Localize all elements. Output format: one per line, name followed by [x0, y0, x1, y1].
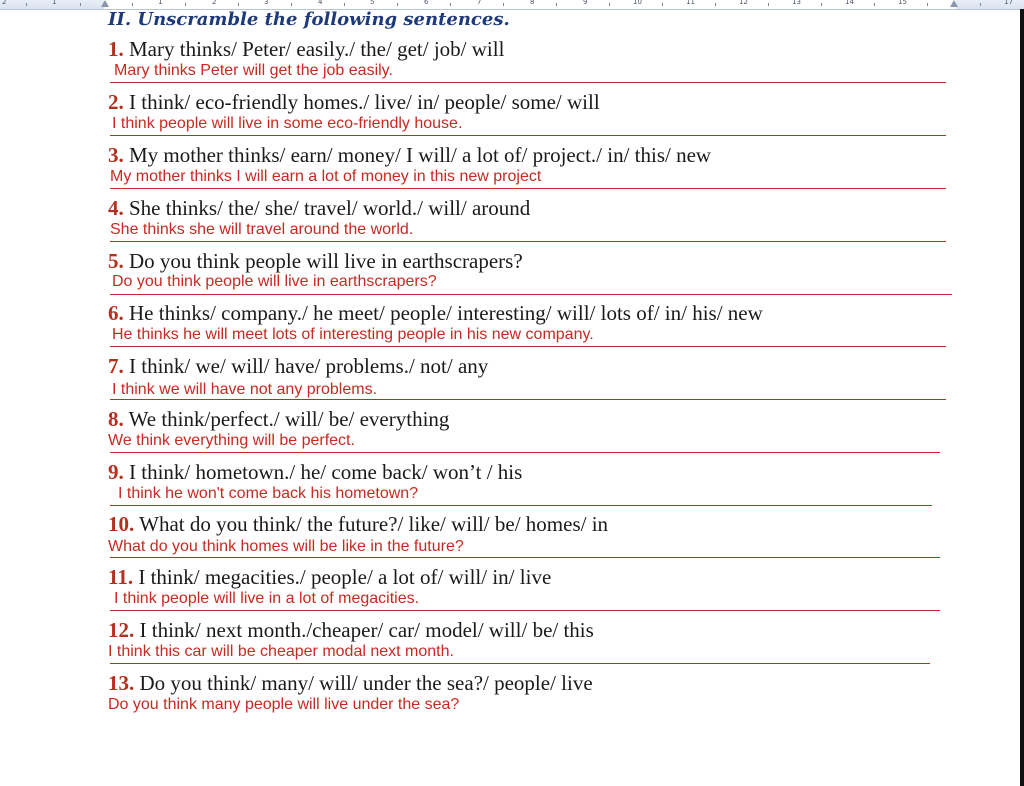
question-number: 9. — [108, 460, 124, 484]
answer-text[interactable]: What do you think homes will be like in the future? — [108, 538, 464, 555]
ruler-tick — [344, 3, 345, 6]
ruler-number: 6 — [424, 0, 429, 6]
ruler-tick — [80, 3, 81, 6]
ruler-number: 2 — [2, 0, 7, 6]
ruler-number: 15 — [898, 0, 907, 6]
question-number: 10. — [108, 512, 135, 536]
ruler-number: 5 — [370, 0, 375, 6]
ruler-tick — [132, 3, 133, 6]
question-number: 12. — [108, 618, 135, 642]
question-words: Do you think people will live in earthscrapers? — [129, 249, 523, 273]
question-text — [108, 142, 711, 168]
answer-line — [110, 135, 946, 136]
right-indent-marker-icon[interactable] — [950, 0, 958, 7]
ruler-number: 4 — [318, 0, 323, 6]
answer-line — [110, 294, 952, 295]
answer-line — [110, 557, 940, 558]
left-indent-marker-icon[interactable] — [101, 0, 109, 7]
answer-text[interactable]: I think people will live in a lot of megacities. — [114, 590, 420, 607]
ruler-tick — [821, 3, 822, 6]
question-number: 8. — [108, 407, 124, 431]
ruler-tick — [397, 3, 398, 6]
question-number: 4. — [108, 196, 124, 220]
question-number: 3. — [108, 143, 124, 167]
question-words: She thinks/ the/ she/ travel/ world./ will/ around — [129, 196, 531, 220]
answer-text[interactable]: We think everything will be perfect. — [108, 432, 355, 449]
answer-text[interactable]: Do you think many people will live under the sea? — [108, 696, 460, 713]
ruler-number: 3 — [264, 0, 269, 6]
question-text — [108, 195, 530, 221]
question-text — [108, 564, 551, 590]
question-text — [108, 36, 504, 62]
ruler-tick — [662, 3, 663, 6]
question-text — [108, 353, 488, 379]
ruler-number: 2 — [212, 0, 217, 6]
question-words: I think/ we/ will/ have/ problems./ not/ any — [129, 354, 489, 378]
ruler-tick — [715, 3, 716, 6]
question-words: I think/ hometown./ he/ come back/ won’t / his — [129, 460, 523, 484]
answer-line — [110, 663, 930, 664]
question-words: What do you think/ the future?/ like/ will/ be/ homes/ in — [139, 512, 609, 536]
ruler-number: 11 — [686, 0, 695, 6]
question-words: Do you think/ many/ will/ under the sea?/ people/ live — [139, 671, 593, 695]
ruler-number: 13 — [792, 0, 801, 6]
answer-line — [110, 82, 946, 83]
ruler-tick — [927, 3, 928, 6]
question-words: He thinks/ company./ he meet/ people/ interesting/ will/ lots of/ in/ his/ new — [129, 301, 763, 325]
ruler-tick — [503, 3, 504, 6]
question-words: I think/ eco-friendly homes./ live/ in/ people/ some/ will — [129, 90, 600, 114]
question-words: We think/perfect./ will/ be/ everything — [128, 407, 450, 431]
question-text — [108, 406, 449, 432]
ruler-number: 10 — [633, 0, 642, 6]
answer-line — [110, 241, 946, 242]
question-words: I think/ next month./cheaper/ car/ model/ will/ be/ this — [139, 618, 594, 642]
ruler-tick — [185, 3, 186, 6]
answer-text[interactable]: Do you think people will live in earthscrapers? — [112, 273, 437, 290]
ruler-tick — [768, 3, 769, 6]
exercise-heading: II. Unscramble the following sentences. — [108, 9, 510, 30]
question-text — [108, 300, 763, 326]
question-words: My mother thinks/ earn/ money/ I will/ a lot of/ project./ in/ this/ new — [129, 143, 712, 167]
answer-line — [110, 399, 946, 400]
ruler-tick — [238, 3, 239, 6]
question-text — [108, 248, 523, 274]
ruler-tick — [556, 3, 557, 6]
question-number: 7. — [108, 354, 124, 378]
question-text — [108, 670, 593, 696]
answer-text[interactable]: He thinks he will meet lots of interesting people in his new company. — [112, 326, 594, 343]
answer-text[interactable]: I think we will have not any problems. — [112, 381, 378, 398]
ruler-tick — [450, 3, 451, 6]
answer-text[interactable]: Mary thinks Peter will get the job easily. — [114, 62, 393, 79]
question-words: I think/ megacities./ people/ a lot of/ will/ in/ live — [138, 565, 552, 589]
ruler-number: 17 — [1004, 0, 1013, 6]
answer-line — [110, 610, 940, 611]
question-number: 5. — [108, 249, 124, 273]
question-number: 13. — [108, 671, 135, 695]
window-edge — [1020, 9, 1024, 786]
answer-line — [110, 346, 946, 347]
question-text — [108, 511, 608, 537]
ruler-number: 9 — [583, 0, 588, 6]
answer-text[interactable]: I think this car will be cheaper modal next month. — [108, 643, 454, 660]
ruler-number: 7 — [477, 0, 482, 6]
answer-line — [110, 505, 932, 506]
ruler-number: 1 — [158, 0, 163, 6]
ruler-number: 14 — [845, 0, 854, 6]
question-text — [108, 89, 600, 115]
question-number: 6. — [108, 301, 124, 325]
question-number: 1. — [108, 37, 124, 61]
question-number: 2. — [108, 90, 124, 114]
ruler-tick — [291, 3, 292, 6]
answer-text[interactable]: She thinks she will travel around the world. — [110, 221, 414, 238]
ruler-tick — [609, 3, 610, 6]
answer-text[interactable]: I think people will live in some eco-friendly house. — [112, 115, 463, 132]
question-words: Mary thinks/ Peter/ easily./ the/ get/ job/ will — [129, 37, 505, 61]
ruler-tick — [874, 3, 875, 6]
ruler-number: 1 — [52, 0, 57, 6]
question-number: 11. — [108, 565, 134, 589]
answer-line — [110, 452, 940, 453]
question-text — [108, 617, 594, 643]
answer-text[interactable]: My mother thinks I will earn a lot of money in this new project — [110, 168, 542, 185]
ruler-number: 8 — [530, 0, 535, 6]
ruler-number: 12 — [739, 0, 748, 6]
ruler-tick — [26, 3, 27, 6]
answer-text[interactable]: I think he won't come back his hometown? — [118, 485, 419, 502]
question-text — [108, 459, 522, 485]
answer-line — [110, 188, 946, 189]
ruler-tick — [980, 3, 981, 6]
